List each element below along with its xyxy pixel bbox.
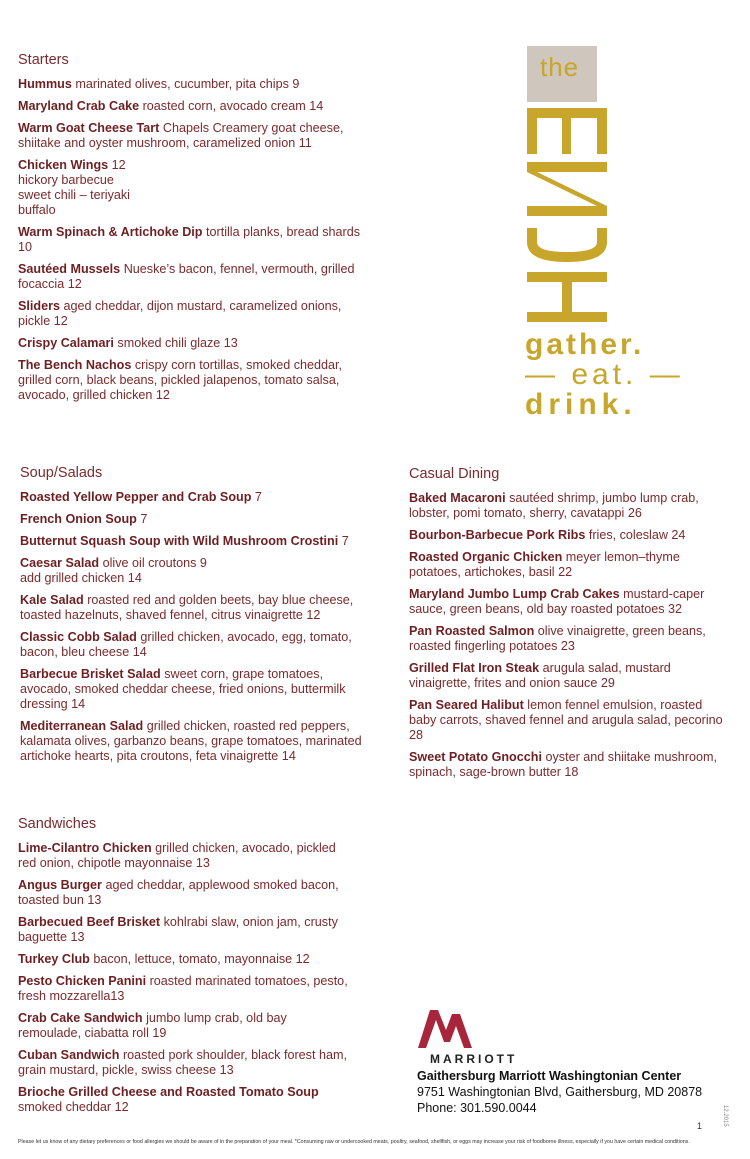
menu-item — [20, 534, 365, 549]
menu-item — [409, 491, 727, 521]
menu-item-option: add grilled chicken 14 — [20, 571, 142, 585]
menu-item-description: fries, coleslaw 24 — [588, 528, 686, 542]
menu-item — [20, 556, 365, 586]
menu-item — [18, 99, 363, 114]
bench-wordmark — [527, 46, 607, 322]
menu-item-description: oyster and shiitake mushroom, spinach, sage-brown butter 18 — [409, 750, 717, 779]
allergy-disclaimer: Please let us know of any dietary preferences or food allergies we should be aware of in the preparation of your meal. *Consuming raw or undercooked meats, poultry, seafood, shellfish, or eggs may increase your risk of foodborne illness, especially if you have certain medical conditions. — [18, 1139, 690, 1145]
menu-item-description: kohlrabi slaw, onion jam, crusty baguette 13 — [18, 915, 338, 944]
menu-item — [18, 915, 348, 945]
menu-item-name: Sliders — [18, 299, 60, 313]
menu-item — [18, 121, 363, 151]
menu-item-description: grilled chicken, avocado, egg, tomato, bacon, bleu cheese 14 — [20, 630, 352, 659]
menu-item-description: smoked chili glaze 13 — [117, 336, 238, 350]
menu-item-description: aged cheddar, dijon mustard, caramelized onions, pickle 12 — [18, 299, 342, 328]
menu-item-description: smoked cheddar 12 — [18, 1100, 129, 1114]
menu-item-description: roasted marinated tomatoes, pesto, fresh mozzarella13 — [18, 974, 348, 1003]
menu-item — [409, 661, 727, 691]
menu-item-name: Crab Cake Sandwich — [18, 1011, 143, 1025]
menu-item — [20, 719, 365, 764]
menu-item-description: olive vinaigrette, green beans, roasted fingerling potatoes 23 — [409, 624, 706, 653]
menu-item-description: bacon, lettuce, tomato, mayonnaise 12 — [93, 952, 310, 966]
menu-item — [18, 358, 363, 403]
starters-title: Starters — [18, 52, 69, 68]
menu-item — [409, 587, 727, 617]
menu-item — [18, 952, 348, 967]
tagline-eat: — eat. — — [525, 358, 684, 391]
menu-item — [409, 698, 727, 743]
menu-item — [18, 1085, 348, 1115]
starters-section — [18, 52, 363, 410]
menu-item-description: roasted corn, avocado cream 14 — [142, 99, 324, 113]
menu-item-name: Hummus — [18, 77, 72, 91]
menu-item-description: olive oil croutons 9 — [102, 556, 207, 570]
menu-item-name: Angus Burger — [18, 878, 102, 892]
hotel-address: 9751 Washingtonian Blvd, Gaithersburg, MD 20878 — [417, 1085, 703, 1099]
sandwiches-title: Sandwiches — [18, 816, 97, 832]
tagline-gather: gather. — [525, 328, 645, 361]
menu-item-description: arugula salad, mustard vinaigrette, frites and onion sauce 29 — [409, 661, 671, 690]
menu-item — [20, 630, 365, 660]
document-code: 12.2015 — [722, 1105, 728, 1127]
marriott-wordmark: MARRIOTT — [430, 1052, 518, 1066]
menu-item — [18, 1011, 348, 1041]
menu-item — [409, 750, 727, 780]
menu-item — [18, 878, 348, 908]
menu-item-name: Baked Macaroni — [409, 491, 506, 505]
hotel-phone: Phone: 301.590.0044 — [417, 1101, 537, 1115]
menu-item — [18, 974, 348, 1004]
menu-item-name: Turkey Club — [18, 952, 90, 966]
hotel-address-block — [417, 1068, 702, 1116]
menu-item-name: Butternut Squash Soup with Wild Mushroom Crostini — [20, 534, 339, 548]
menu-item-description: Nueske’s bacon, fennel, vermouth, grilled focaccia 12 — [18, 262, 355, 291]
menu-item-name: Barbecue Brisket Salad — [20, 667, 161, 681]
menu-item-name: Lime-Cilantro Chicken — [18, 841, 152, 855]
tagline-drink: drink. — [525, 388, 637, 421]
menu-item — [18, 299, 363, 329]
menu-item — [18, 841, 348, 871]
marriott-logo-icon — [416, 1004, 476, 1050]
menu-item-description: grilled chicken, roasted red peppers, kalamata olives, garbanzo beans, grape tomatoes, marinated artichoke hearts, pita croutons, feta vinaigrette 14 — [20, 719, 362, 763]
menu-item-name: Roasted Yellow Pepper and Crab Soup — [20, 490, 252, 504]
menu-item-description: 7 — [341, 534, 349, 548]
menu-item-name: Kale Salad — [20, 593, 84, 607]
menu-item-description: Chapels Creamery goat cheese, shiitake and oyster mushroom, caramelized onion 11 — [18, 121, 344, 150]
menu-item-option: hickory barbecue — [18, 173, 114, 187]
menu-item-name: Grilled Flat Iron Steak — [409, 661, 540, 675]
menu-item — [18, 158, 363, 218]
menu-item-description: aged cheddar, applewood smoked bacon, toasted bun 13 — [18, 878, 339, 907]
casual-dining-list — [409, 491, 727, 780]
casual-dining-title: Casual Dining — [409, 466, 500, 482]
menu-item-description: marinated olives, cucumber, pita chips 9 — [75, 77, 300, 91]
menu-item — [409, 550, 727, 580]
menu-item — [18, 262, 363, 292]
menu-item-description: sweet corn, grape tomatoes, avocado, smoked cheddar cheese, fried onions, buttermilk dressing 14 — [20, 667, 346, 711]
menu-item-name: Sweet Potato Gnocchi — [409, 750, 542, 764]
menu-item-name: Crispy Calamari — [18, 336, 114, 350]
menu-item-name: Chicken Wings — [18, 158, 109, 172]
casual-dining-section — [409, 466, 727, 787]
menu-item-name: Classic Cobb Salad — [20, 630, 137, 644]
menu-item-description: 7 — [140, 512, 148, 526]
menu-item-name: Roasted Organic Chicken — [409, 550, 563, 564]
menu-item-name: The Bench Nachos — [18, 358, 132, 372]
menu-item-name: Cuban Sandwich — [18, 1048, 120, 1062]
menu-item — [18, 77, 363, 92]
menu-item-description: crispy corn tortillas, smoked cheddar, grilled corn, black beans, pickled jalapenos, tomato salsa, avocado, grilled chicken 12 — [18, 358, 343, 402]
menu-item — [409, 624, 727, 654]
menu-item-description: roasted pork shoulder, black forest ham, grain mustard, pickle, swiss cheese 13 — [18, 1048, 347, 1077]
menu-item-name: Mediterranean Salad — [20, 719, 144, 733]
menu-item-option: buffalo — [18, 203, 56, 217]
menu-item-name: Pan Roasted Salmon — [409, 624, 535, 638]
soups-salads-section — [20, 465, 365, 771]
menu-item — [20, 490, 365, 505]
menu-item-description: tortilla planks, bread shards 10 — [18, 225, 361, 254]
menu-item-name: Barbecued Beef Brisket — [18, 915, 161, 929]
menu-item-name: Sautéed Mussels — [18, 262, 121, 276]
menu-item — [20, 512, 365, 527]
menu-item-name: French Onion Soup — [20, 512, 137, 526]
page-number: 1 — [697, 1121, 703, 1131]
menu-item-description: meyer lemon–thyme potatoes, artichokes, basil 22 — [409, 550, 680, 579]
menu-item-description: roasted red and golden beets, bay blue cheese, toasted hazelnuts, shaved fennel, citrus vinaigrette 12 — [20, 593, 354, 622]
menu-item — [20, 593, 365, 623]
menu-item-name: Pesto Chicken Panini — [18, 974, 147, 988]
menu-item-name: Caesar Salad — [20, 556, 100, 570]
menu-item-name: Pan Seared Halibut — [409, 698, 524, 712]
menu-item-name: Maryland Jumbo Lump Crab Cakes — [409, 587, 620, 601]
logo-the: the — [540, 52, 580, 82]
menu-item-description: 7 — [254, 490, 262, 504]
menu-item-description: grilled chicken, avocado, pickled red onion, chipotle mayonnaise 13 — [18, 841, 336, 870]
sandwiches-section — [18, 816, 348, 1122]
menu-item — [18, 336, 363, 351]
menu-item-description: sautéed shrimp, jumbo lump crab, lobster, pomi tomato, sherry, cavatappi 26 — [409, 491, 699, 520]
menu-item — [409, 528, 727, 543]
soups-salads-list — [20, 490, 365, 764]
starters-list — [18, 77, 363, 403]
menu-item-description: 12 — [111, 158, 126, 172]
menu-item-name: Warm Goat Cheese Tart — [18, 121, 160, 135]
menu-item — [18, 1048, 348, 1078]
menu-item-option: sweet chili – teriyaki — [18, 188, 130, 202]
menu-item-name: Warm Spinach & Artichoke Dip — [18, 225, 203, 239]
menu-item — [20, 667, 365, 712]
menu-item-description: mustard-caper sauce, green beans, old bay roasted potatoes 32 — [409, 587, 705, 616]
menu-item-name: Brioche Grilled Cheese and Roasted Tomato Soup — [18, 1085, 319, 1099]
soups-salads-title: Soup/Salads — [20, 465, 103, 481]
sandwiches-list — [18, 841, 348, 1115]
menu-item-description: jumbo lump crab, old bay remoulade, ciabatta roll 19 — [18, 1011, 287, 1040]
menu-item-name: Bourbon-Barbecue Pork Ribs — [409, 528, 586, 542]
menu-item-name: Maryland Crab Cake — [18, 99, 140, 113]
menu-item — [18, 225, 363, 255]
hotel-name: Gaithersburg Marriott Washingtonian Center — [417, 1069, 682, 1083]
menu-item-description: lemon fennel emulsion, roasted baby carrots, shaved fennel and arugula salad, pecorino 28 — [409, 698, 723, 742]
